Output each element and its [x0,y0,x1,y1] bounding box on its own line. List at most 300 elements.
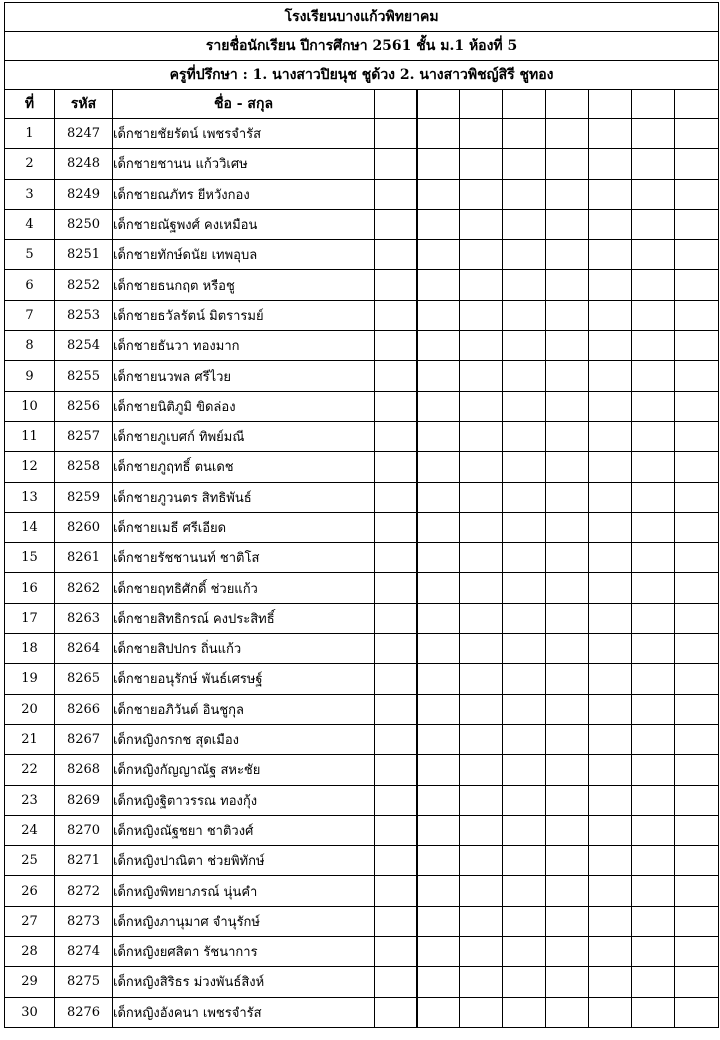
blank-cell [460,876,503,906]
blank-cell [675,694,719,724]
student-number: 12 [5,452,55,482]
table-row [5,421,719,451]
blank-cell [589,785,632,815]
blank-cell [503,906,546,936]
table-row [5,452,719,482]
blank-cell [546,785,589,815]
blank-cell [460,482,503,512]
student-number: 27 [5,906,55,936]
blank-cell [503,694,546,724]
student-name: เด็กชายณัฐพงศ์ คงเหมือน [113,209,375,239]
student-number: 18 [5,634,55,664]
student-code: 8261 [55,543,113,573]
blank-column-header [417,90,460,119]
blank-cell [546,179,589,209]
table-row [5,634,719,664]
blank-cell [632,361,675,391]
blank-cell [375,785,417,815]
blank-cell [503,785,546,815]
student-code: 8250 [55,209,113,239]
blank-cell [675,967,719,997]
blank-column-header [503,90,546,119]
blank-cell [417,240,460,270]
blank-cell [589,482,632,512]
student-number: 7 [5,300,55,330]
student-code: 8260 [55,512,113,542]
blank-cell [375,724,417,754]
blank-cell [417,846,460,876]
blank-cell [503,997,546,1027]
blank-column-header [675,90,719,119]
blank-cell [375,482,417,512]
blank-cell [589,906,632,936]
blank-cell [632,149,675,179]
blank-cell [675,664,719,694]
blank-cell [675,361,719,391]
blank-cell [632,421,675,451]
blank-cell [546,967,589,997]
student-code: 8268 [55,755,113,785]
blank-cell [589,512,632,542]
blank-cell [546,240,589,270]
blank-cell [632,664,675,694]
blank-cell [503,876,546,906]
student-name: เด็กชายภูฤทธิ์ ตนเดช [113,452,375,482]
blank-cell [632,603,675,633]
student-code: 8257 [55,421,113,451]
blank-cell [675,937,719,967]
table-row [5,149,719,179]
blank-cell [375,421,417,451]
blank-cell [589,603,632,633]
blank-cell [675,755,719,785]
blank-cell [417,876,460,906]
student-code: 8252 [55,270,113,300]
blank-cell [632,331,675,361]
blank-cell [417,906,460,936]
blank-cell [632,937,675,967]
blank-cell [546,724,589,754]
blank-cell [675,846,719,876]
table-row [5,482,719,512]
student-name: เด็กชายสิทธิกรณ์ คงประสิทธิ์ [113,603,375,633]
blank-cell [503,452,546,482]
blank-cell [417,755,460,785]
blank-cell [375,846,417,876]
student-name: เด็กชายอภิวันต์ อินชูกุล [113,694,375,724]
student-code: 8248 [55,149,113,179]
table-row [5,724,719,754]
table-row [5,240,719,270]
blank-cell [675,421,719,451]
table-row [5,967,719,997]
blank-cell [503,967,546,997]
student-number: 14 [5,512,55,542]
blank-cell [503,482,546,512]
blank-cell [460,512,503,542]
blank-column-header [589,90,632,119]
blank-cell [417,300,460,330]
blank-cell [460,573,503,603]
blank-cell [632,634,675,664]
student-number: 21 [5,724,55,754]
blank-cell [417,543,460,573]
blank-cell [417,209,460,239]
blank-cell [375,240,417,270]
student-number: 4 [5,209,55,239]
blank-cell [375,209,417,239]
table-row [5,906,719,936]
blank-cell [546,543,589,573]
column-header-name: ชื่อ - สกุล [113,90,375,119]
student-code: 8258 [55,452,113,482]
blank-cell [589,694,632,724]
blank-cell [460,391,503,421]
blank-cell [589,179,632,209]
blank-cell [632,179,675,209]
student-name: เด็กชายเมธี ศรีเอียด [113,512,375,542]
blank-cell [589,543,632,573]
blank-cell [589,664,632,694]
student-number: 24 [5,815,55,845]
student-number: 28 [5,937,55,967]
blank-cell [375,906,417,936]
blank-cell [503,421,546,451]
blank-cell [546,573,589,603]
blank-cell [503,331,546,361]
student-number: 1 [5,119,55,149]
column-header-no: ที่ [5,90,55,119]
student-number: 8 [5,331,55,361]
blank-cell [375,452,417,482]
student-name: เด็กชายรัชชานนท์ ชาติโส [113,543,375,573]
blank-cell [632,846,675,876]
blank-cell [417,421,460,451]
blank-cell [589,997,632,1027]
student-name: เด็กหญิงภานุมาศ จำนุรักษ์ [113,906,375,936]
student-name: เด็กชายทักษ์ดนัย เทพอุบล [113,240,375,270]
blank-cell [375,300,417,330]
blank-cell [675,452,719,482]
blank-cell [546,634,589,664]
blank-cell [375,634,417,664]
table-row [5,755,719,785]
blank-cell [417,937,460,967]
student-name: เด็กชายภูวนตร สิทธิพันธ์ [113,482,375,512]
blank-cell [503,664,546,694]
student-name: เด็กชายธันวา ทองมาก [113,331,375,361]
blank-cell [375,876,417,906]
blank-cell [546,512,589,542]
blank-cell [546,876,589,906]
blank-cell [675,573,719,603]
blank-column-header [632,90,675,119]
student-name: เด็กชายชานน แก้ววิเศษ [113,149,375,179]
blank-cell [632,876,675,906]
blank-cell [417,270,460,300]
blank-cell [460,300,503,330]
blank-cell [460,421,503,451]
blank-cell [503,149,546,179]
blank-cell [375,543,417,573]
blank-cell [460,755,503,785]
blank-cell [503,391,546,421]
blank-cell [675,331,719,361]
blank-cell [417,664,460,694]
blank-cell [589,361,632,391]
student-code: 8269 [55,785,113,815]
student-rows [5,119,719,1028]
blank-cell [589,391,632,421]
blank-cell [675,482,719,512]
blank-cell [675,149,719,179]
blank-cell [460,724,503,754]
blank-cell [632,209,675,239]
blank-cell [417,815,460,845]
blank-cell [546,694,589,724]
student-name: เด็กชายอนุรักษ์ พันธ์เศรษฐ์ [113,664,375,694]
blank-cell [589,270,632,300]
table-row [5,876,719,906]
blank-cell [589,573,632,603]
student-name: เด็กหญิงยศสิตา รัชนาการ [113,937,375,967]
blank-cell [675,634,719,664]
student-code: 8249 [55,179,113,209]
student-number: 6 [5,270,55,300]
table-row [5,815,719,845]
blank-cell [632,452,675,482]
blank-cell [675,815,719,845]
blank-cell [632,240,675,270]
blank-cell [417,634,460,664]
blank-cell [589,119,632,149]
blank-cell [546,270,589,300]
blank-cell [375,967,417,997]
student-number: 16 [5,573,55,603]
blank-cell [589,876,632,906]
blank-cell [417,452,460,482]
blank-cell [375,391,417,421]
blank-cell [417,331,460,361]
student-name: เด็กชายสิปปกร ถิ่นแก้ว [113,634,375,664]
student-code: 8275 [55,967,113,997]
student-code: 8264 [55,634,113,664]
blank-cell [546,997,589,1027]
student-code: 8263 [55,603,113,633]
student-name: เด็กชายนิติภูมิ ขิดล่อง [113,391,375,421]
blank-cell [375,603,417,633]
blank-cell [417,179,460,209]
student-number: 26 [5,876,55,906]
blank-cell [417,724,460,754]
blank-cell [460,664,503,694]
student-code: 8274 [55,937,113,967]
column-header-code: รหัส [55,90,113,119]
student-name: เด็กหญิงพิทยาภรณ์ นุ่นคำ [113,876,375,906]
student-code: 8259 [55,482,113,512]
blank-cell [675,512,719,542]
table-row [5,179,719,209]
table-row [5,119,719,149]
blank-cell [632,906,675,936]
blank-cell [503,937,546,967]
student-code: 8251 [55,240,113,270]
blank-cell [503,755,546,785]
blank-cell [546,846,589,876]
blank-cell [546,331,589,361]
student-number: 19 [5,664,55,694]
blank-cell [589,421,632,451]
student-number: 20 [5,694,55,724]
blank-cell [503,300,546,330]
blank-cell [417,119,460,149]
blank-cell [546,603,589,633]
student-name: เด็กชายธวัลรัตน์ มิตรารมย์ [113,300,375,330]
student-name: เด็กหญิงสิริธร ม่วงพันธ์สิงห์ [113,967,375,997]
blank-cell [417,694,460,724]
student-number: 17 [5,603,55,633]
blank-cell [589,300,632,330]
blank-cell [632,543,675,573]
blank-cell [460,906,503,936]
blank-cell [632,573,675,603]
blank-cell [503,815,546,845]
student-name: เด็กชายนวพล ศรีไวย [113,361,375,391]
student-name: เด็กชายณภัทร ยีหวังกอง [113,179,375,209]
student-roster-table [4,2,719,1028]
blank-cell [589,452,632,482]
table-row [5,209,719,239]
table-row [5,300,719,330]
blank-cell [503,634,546,664]
blank-cell [375,755,417,785]
student-code: 8262 [55,573,113,603]
blank-cell [675,603,719,633]
blank-cell [632,270,675,300]
blank-cell [460,785,503,815]
table-row [5,361,719,391]
blank-cell [417,603,460,633]
student-code: 8247 [55,119,113,149]
student-code: 8256 [55,391,113,421]
blank-cell [589,149,632,179]
blank-cell [546,119,589,149]
blank-cell [417,149,460,179]
table-row [5,694,719,724]
school-name: โรงเรียนบางแก้วพิทยาคม [5,3,719,32]
blank-cell [632,997,675,1027]
blank-cell [460,967,503,997]
student-number: 10 [5,391,55,421]
table-row [5,785,719,815]
student-name: เด็กหญิงอังคนา เพชรจำรัส [113,997,375,1027]
blank-cell [675,997,719,1027]
blank-cell [546,664,589,694]
student-number: 13 [5,482,55,512]
blank-column-header [546,90,589,119]
blank-cell [417,997,460,1027]
blank-cell [503,179,546,209]
blank-cell [460,694,503,724]
blank-cell [503,240,546,270]
blank-cell [546,361,589,391]
blank-cell [675,785,719,815]
blank-cell [546,391,589,421]
blank-cell [589,815,632,845]
blank-cell [375,997,417,1027]
student-number: 29 [5,967,55,997]
table-row [5,270,719,300]
blank-cell [632,815,675,845]
student-number: 9 [5,361,55,391]
blank-cell [460,603,503,633]
student-name: เด็กหญิงฐิตาวรรณ ทองกุ้ง [113,785,375,815]
blank-cell [503,209,546,239]
table-row [5,543,719,573]
blank-cell [589,331,632,361]
advisors-line: ครูที่ปรึกษา : 1. นางสาวปิยนุช ชูด้วง 2. นางสาวพิชญ์สิรี ชูทอง [5,61,719,90]
blank-cell [375,815,417,845]
student-name: เด็กชายฤทธิศักดิ์ ช่วยแก้ว [113,573,375,603]
blank-column-header [375,90,417,119]
blank-cell [375,937,417,967]
student-code: 8272 [55,876,113,906]
blank-cell [546,209,589,239]
blank-cell [503,846,546,876]
blank-cell [675,270,719,300]
blank-cell [546,452,589,482]
blank-cell [632,391,675,421]
blank-cell [460,179,503,209]
blank-cell [460,634,503,664]
student-code: 8265 [55,664,113,694]
student-number: 23 [5,785,55,815]
blank-cell [375,149,417,179]
blank-cell [589,967,632,997]
blank-cell [503,603,546,633]
student-code: 8271 [55,846,113,876]
blank-cell [546,755,589,785]
blank-cell [460,452,503,482]
blank-cell [460,543,503,573]
blank-cell [589,846,632,876]
blank-cell [546,906,589,936]
blank-cell [675,209,719,239]
blank-cell [417,391,460,421]
blank-cell [503,270,546,300]
blank-cell [375,664,417,694]
student-number: 25 [5,846,55,876]
blank-cell [589,755,632,785]
blank-cell [546,937,589,967]
blank-cell [460,119,503,149]
table-row [5,997,719,1027]
student-name: เด็กหญิงปาณิตา ช่วยพิทักษ์ [113,846,375,876]
blank-cell [417,482,460,512]
student-name: เด็กหญิงณัฐชยา ชาติวงศ์ [113,815,375,845]
student-code: 8255 [55,361,113,391]
table-row [5,331,719,361]
table-row [5,391,719,421]
blank-cell [460,331,503,361]
table-row [5,937,719,967]
student-code: 8273 [55,906,113,936]
blank-cell [375,179,417,209]
blank-cell [375,694,417,724]
table-row [5,664,719,694]
blank-cell [375,573,417,603]
table-row [5,573,719,603]
